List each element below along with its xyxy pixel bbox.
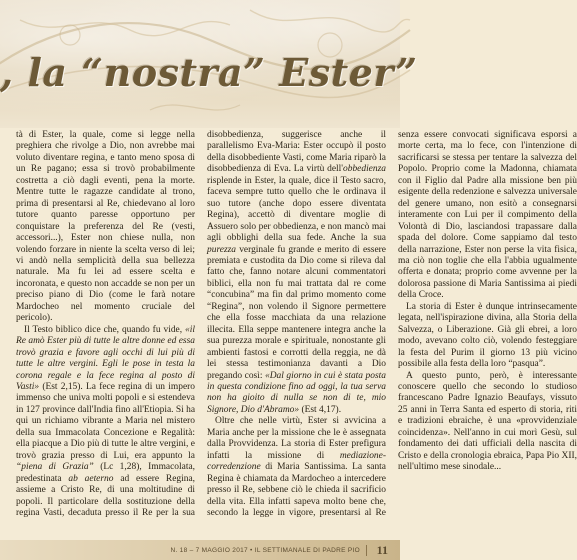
text-run: ad essere Regina, assieme a Cristo Re, di una moltitudine di popoli. Il particolare della sostituzione della regina Vasti, decaduta presso il Re per la sua disobbedienza, suggerisce anche il parallelismo Eva-Maria: Ester occupò il posto della disobbediente Vasti, come Maria riparò la disobbedienza di Eva. La virtù dell' <box>16 130 386 518</box>
text-run: di Maria Santissima. La santa Regina è chiamata da Mardocheo a intercedere presso il Re, sebbene ciò le chieda il sacrificio della vita. Ella infatti sapeva molto bene che, secondo la legge in vigore, presentarsi al Re senza essere convocati significava esporsi a morte certa, ma lo fece, con l'intenzione di sacrificarsi se stessa per tentare la salvezza del Popolo. Proprio come la Madonna, chiamata con il Figlio dal Padre alla missione ben più esigente della redenzione e salvezza universale del genere umano, non esitò a consegnarsi interamente con Lui per il compimento della Volontà di Dio, lasciandosi trapassare dalla spada del dolore. Come sappiamo dal testo della narrazione, Ester non perse la vita fisica, ma ciò non toglie che ella l'abbia ugualmente offerta e donata; proprio come avvenne per la dolorosa passione di Maria Santissima ai piedi della Croce. <box>207 130 577 518</box>
italic-quote: “piena di Grazia” <box>16 462 94 473</box>
page-number: 11 <box>376 543 388 557</box>
text-run: La storia di Ester è dunque intrinsecamente legata, nell'ispirazione divina, alla Storia della Salvezza, o Liberazione. Già gli ebrei, a loro modo, avevano colto ciò, volendo festeggiare la festa del Purim il giorno 13 più vicino possibile alla festa della loro “pasqua”. <box>398 301 577 370</box>
italic-quote: «il Re amò Ester più di tutte le altre donne ed essa trovò grazia e favore agli occhi di lui più di tutte le altre vergini. Egli le pose in testa la corona regale e la fece regina al posto di Vasti» <box>16 324 195 392</box>
text-run: Oltre che nelle virtù, Ester si avvicina a Maria anche per la missione che le è assegnata dalla Provvidenza. La storia di Ester prefigura infatti la missione di <box>207 416 386 461</box>
italic-quote: ab aeterno <box>68 473 114 484</box>
footer-issue-line: N. 18 – 7 MAGGIO 2017 • IL SETTIMANALE DI PADRE PIO <box>170 547 360 554</box>
text-run: (Lc 1,28), Immacolata, predestinata <box>16 462 195 484</box>
title-banner <box>0 0 418 128</box>
text-run: Il Testo biblico dice che, quando fu vide, <box>24 324 186 335</box>
footer-divider <box>366 545 367 556</box>
text-run: (Est 2,15). La fece regina di un impero immenso che univa molti popoli e si estendeva in 127 province dall'India fino all'Etiopia. Si ha qui un richiamo vibrante a Maria nel mistero della sua Immacolata Concezione e Regalità: ella piacque a Dio più di tutte le altre vergini, e trovò grazia presso di Lui, era appunto la <box>16 381 196 461</box>
italic-quote: mediazione-corredenzione <box>207 450 386 473</box>
italic-quote: purezza <box>207 244 237 255</box>
article-paragraph: tà di Ester, la quale, come si legge nella preghiera che rivolge a Dio, non avrebbe mai voluto diventare regina, e tanto meno sposa di un Re pagano; essa si trovò probabilmente costretta a ciò dagli eventi, pena la morte. Mentre tutte le ragazze candidate al trono, prima di presentarsi al Re, chiedevano al loro tutore quanto paresse opportuno per conquistare la preferenza del Re (vesti, accessori...), Ester non chiese nulla, non volendo forzare in niente la scelta verso di lei; vi andò nella semplicità della sua bellezza naturale. Ma fu lei ad essere scelta e incoronata, e questo non accadde se non per un preciso piano di Dio (come le farà notare Mardocheo nel momento cruciale del pericolo). <box>16 130 195 324</box>
article-headline: , la “nostra” Ester” <box>0 50 418 95</box>
article-paragraph <box>398 302 577 371</box>
page-footer <box>0 540 400 560</box>
text-run: (Est 4,17). <box>299 404 342 415</box>
article-paragraph <box>398 371 577 474</box>
text-run: A questo punto, però, è interessante conoscere quello che secondo lo studioso francescano Padre Ignazio Beaufays, vissuto 25 anni in Terra Santa ed esperto di storia, riti e tradizioni ebraiche, è una «provvidenziale coincidenza». Nell'anno in cui morì Gesù, sul fondamento dei dati ufficiali della nascita di Cristo e della cronologia ebraica, Papa Pio XII, nell'ultimo mese sinodale... <box>398 370 577 473</box>
text-run: risplende in Ester, la quale, dice il Testo sacro, faceva sempre tutto quello che le ordinava il suo tutore (anche dopo essere diventata Regina), accettò di diventare moglie di Assuero solo per obbedienza, e non mancò mai agli obblighi della sua fede. Anche la sua <box>207 175 386 244</box>
text-run: verginale fu grande e merito di essere premiata e custodita da Dio come si rileva dal fatto che, fanno notare alcuni commentatori biblici, ella non fu mai trattata dal re come “concubina” ma fin dal primo momento come “Regina”, non volendo il Signore permettere che ella fosse macchiata da una relazione illecita. Ella seppe mantenere integra anche la sua purezza morale e spirituale, nonostante gli ambienti fastosi e corrotti della reggia, ne dà lei stessa testimonianza davanti a Dio pregando così: <box>207 244 386 381</box>
article-body <box>16 130 577 530</box>
italic-quote: obbedienza <box>343 164 386 175</box>
italic-quote: «Dal giorno in cui è stata posta in questa condizione fino ad oggi, la tua serva non ha gioito di nulla se non di te, mio Signore, Dio d'Abramo» <box>207 370 386 415</box>
